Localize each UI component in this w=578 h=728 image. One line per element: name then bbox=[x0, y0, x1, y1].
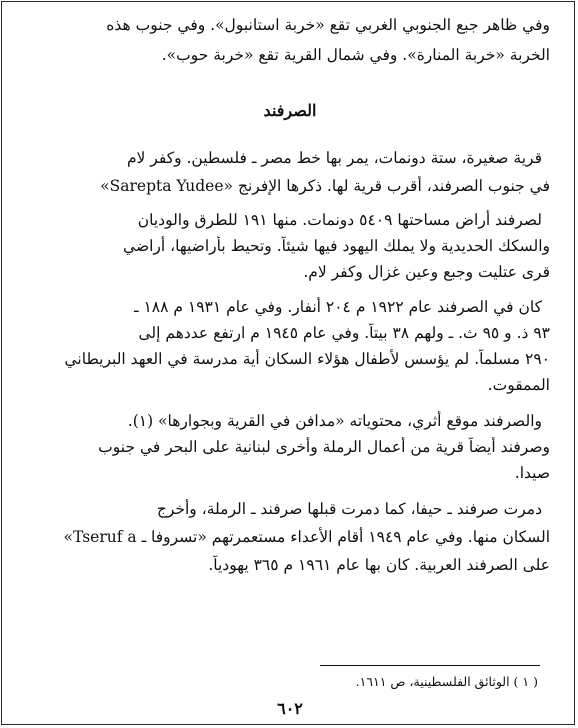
para1-line-1: قرية صغيرة، ستة دونمات، يمر بها خط مصر ـ فلسطين. وكفر لام bbox=[126, 149, 542, 167]
para5-line-1: دمرت صرفند ـ حيفا، كما دمرت قبلها صرفند ـ الرملة، وأخرج bbox=[156, 500, 542, 518]
top-text-line-1: وفي ظاهر جبع الجنوبي الغربي تقع «خربة استانبول». وفي جنوب هذه bbox=[106, 16, 550, 34]
para4-line-1: والصرفند موقع أثري، محتوياته «مدافن في القرية وبجوارها» (١). bbox=[127, 412, 542, 430]
top-text-line-2: الخربة «خربة المنارة». وفي شمال القرية تقع «خربة حوب». bbox=[161, 46, 550, 64]
para1-line-2: في جنوب الصرفند، أقرب قرية لها. ذكرها الإفرنج «Sarepta Yudee» bbox=[100, 177, 550, 195]
para4-line-2: وصرفند أيضاً قرية من أعمال الرملة وأخرى لبنانية على البحر في جنوب bbox=[98, 438, 550, 456]
footnote-divider bbox=[320, 665, 540, 666]
para4-line-3: صيدا. bbox=[514, 464, 550, 482]
para3-line-2: ٩٣ ذ. و ٩٥ ث. ـ ولهم ٣٨ بيتاً. وفي عام ١٩٤٥ م ارتفع عددهم إلى bbox=[138, 324, 550, 342]
para3-line-4: الممقوت. bbox=[487, 376, 550, 394]
page-number: ٦٠٢ bbox=[277, 699, 303, 718]
para2-line-3: قرى عتليت وجبع وعين غزال وكفر لام. bbox=[303, 263, 550, 281]
section-heading: الصرفند bbox=[263, 101, 317, 120]
para5-line-2: السكان منها. وفي عام ١٩٤٩ أقام الأعداء مستعمرتهم «تسروفا ـ Tseruf a» bbox=[63, 528, 550, 546]
para3-line-1: كان في الصرفند عام ١٩٢٢ م ٢٠٤ أنفار. وفي عام ١٩٣١ م ١٨٨ ـ bbox=[134, 298, 542, 316]
footnote: ( ١ ) الوثائق الفلسطينية، ص ١٦١١. bbox=[355, 674, 538, 689]
para2-line-2: والسكك الحديدية ولا يملك اليهود فيها شيئاً. وتحيط بأراضيها، أراضي bbox=[123, 237, 550, 255]
para3-line-3: ٢٩٠ مسلماً. لم يؤسس لأطفال هؤلاء السكان أية مدرسة في العهد البريطاني bbox=[64, 350, 550, 368]
para2-line-1: لصرفند أراض مساحتها ٥٤٠٩ دونمات. منها ١٩١ للطرق والوديان bbox=[137, 211, 542, 229]
document-page bbox=[30, 0, 550, 728]
para5-line-3: على الصرفند العربية. كان بها عام ١٩٦١ م ٣٦٥ يهودياً. bbox=[208, 556, 550, 574]
